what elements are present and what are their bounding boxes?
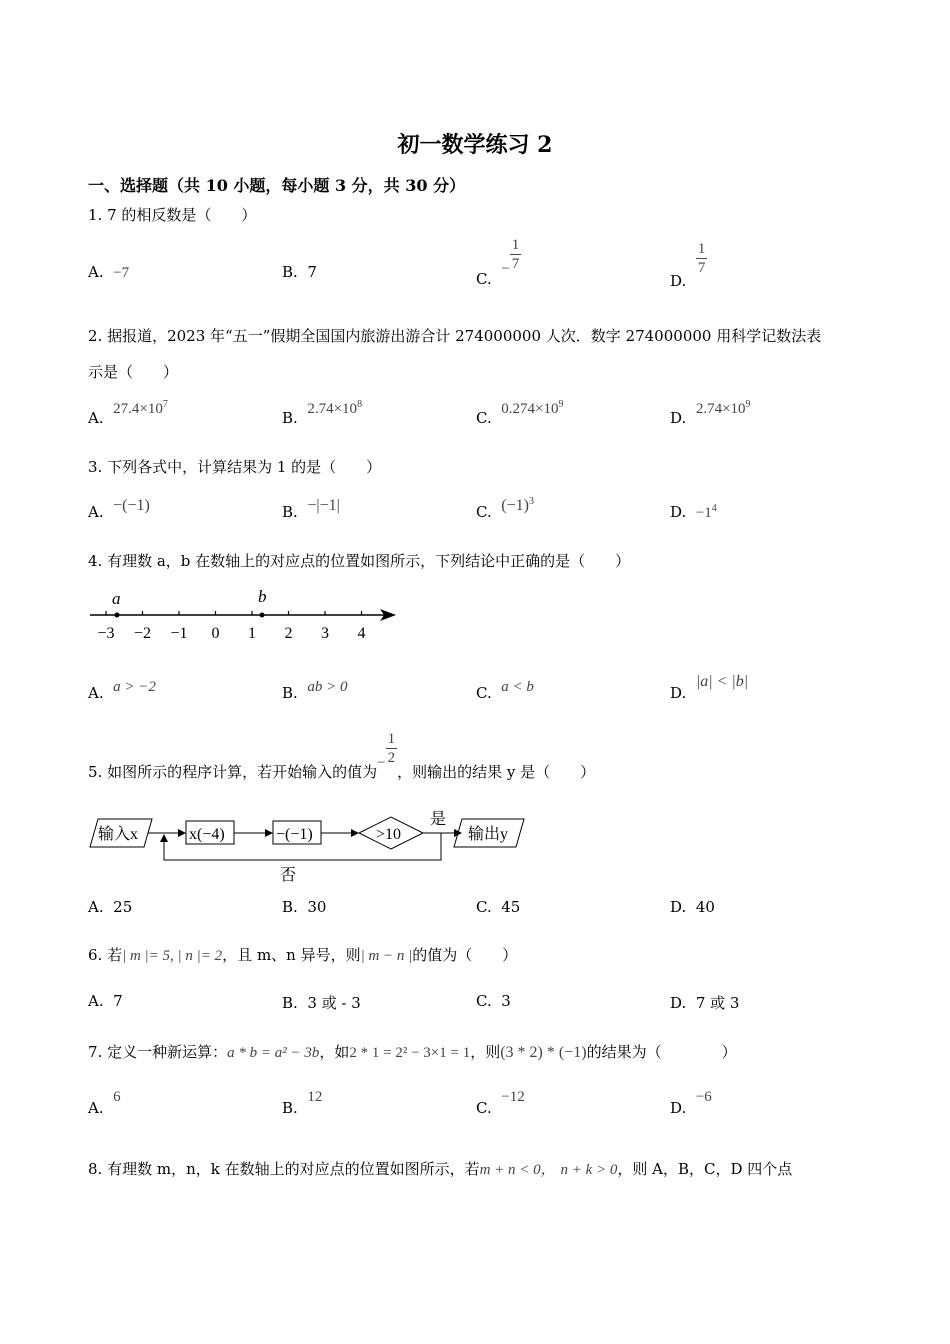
point-b-label: b <box>258 587 267 606</box>
axis-tick-label: −3 <box>97 625 115 642</box>
q4-option-b: B. ab > 0 <box>282 679 348 702</box>
number-line-figure <box>86 584 406 646</box>
flow-cond-label: >10 <box>376 826 402 843</box>
flow-step2-label: −(−1) <box>276 826 313 843</box>
q3-option-d: D. $-1^4$ <box>670 503 717 521</box>
axis-tick-label: 1 <box>248 625 256 642</box>
q7-option-a: A. 6 <box>88 1089 121 1117</box>
flow-input-label: 输入x <box>98 826 139 843</box>
q1-option-a: A. −7 <box>88 263 130 281</box>
q2-option-b: B. $2.74\times 10^8$ <box>282 399 363 427</box>
question-1-stem: 1. 7 的相反数是（ ） <box>88 206 257 224</box>
question-6-stem: 6. 若| m |= 5, | n |= 2，且 m、n 异号，则| m − n |的值为（ ） <box>88 946 518 964</box>
question-2-stem-line2: 示是（ ） <box>88 363 179 381</box>
flow-step1-label: x(−4) <box>189 826 225 843</box>
page-title: 初一数学练习 2 <box>397 132 553 158</box>
q4-option-c: C. a < b <box>476 679 534 702</box>
arrow-icon <box>178 829 186 837</box>
q4-option-d: D. |a| < |b| <box>670 673 749 702</box>
q1-option-b: B. 7 <box>282 263 317 281</box>
q3-option-b: B. −|−1| <box>282 497 340 521</box>
q2-option-d: D. $2.74\times 10^9$ <box>670 399 751 427</box>
q5-option-d: D. 40 <box>670 898 715 916</box>
q6-option-b: B. 3 或 - 3 <box>282 994 361 1012</box>
arrow-icon <box>160 834 168 842</box>
flow-no-label: 否 <box>280 867 297 884</box>
arrow-icon <box>351 829 359 837</box>
q6-option-c: C. 3 <box>476 992 511 1010</box>
q5-option-b: B. 30 <box>282 898 327 916</box>
axis-tick-label: 4 <box>357 625 366 642</box>
q6-option-d: D. 7 或 3 <box>670 994 740 1012</box>
axis-tick-label: 0 <box>211 625 220 642</box>
q1-option-c: C. − $\frac{1}{7}$ <box>476 237 520 288</box>
q2-option-a: A. $27.4\times 10^7$ <box>88 399 168 427</box>
question-3-stem: 3. 下列各式中，计算结果为 1 的是（ ） <box>88 458 382 476</box>
q3-option-a: A. −(−1) <box>88 497 150 521</box>
q7-option-d: D. −6 <box>670 1089 712 1117</box>
axis-tick-label: −2 <box>133 625 152 642</box>
question-7-stem: 7. 定义一种新运算：a * b = a² − 3b，如2 * 1 = 2² − 3×1 = 1，则(3 * 2) * (−1)的结果为（ ） <box>88 1043 737 1061</box>
program-flowchart <box>86 806 536 888</box>
question-5-stem: 5. 如图所示的程序计算，若开始输入的值为− $\frac{1}{2}$ ，则输出的结果 y 是（ ） <box>88 731 596 781</box>
flow-output-label: 输出y <box>468 826 509 843</box>
q7-option-b: B. 12 <box>282 1089 323 1117</box>
question-4-stem: 4. 有理数 a，b 在数轴上的对应点的位置如图所示，下列结论中正确的是（ ） <box>88 552 631 570</box>
q6-option-a: A. 7 <box>88 992 123 1010</box>
q4-option-a: A. a > −2 <box>88 679 156 702</box>
q7-option-c: C. −12 <box>476 1089 525 1117</box>
axis-tick-label: 3 <box>321 625 329 642</box>
q5-option-c: C. 45 <box>476 898 521 916</box>
axis-tick-label: −1 <box>170 625 188 642</box>
section-heading: 一、选择题（共 10 小题，每小题 3 分，共 30 分） <box>88 176 466 195</box>
q5-option-a: A. 25 <box>88 898 133 916</box>
arrow-icon <box>265 829 273 837</box>
question-2-stem-line1: 2. 据报道，2023 年“五一”假期全国国内旅游出游合计 274000000 人次．数字 274000000 用科学记数法表 <box>88 327 822 345</box>
axis-tick-label: 2 <box>284 625 293 642</box>
q2-option-c: C. $0.274\times 10^9$ <box>476 399 564 427</box>
q1-option-d: D. $\frac{1}{7}$ <box>670 241 706 290</box>
point-a-dot <box>115 613 120 618</box>
q3-option-c: C. $(-1)^3$ <box>476 496 534 521</box>
point-a-label: a <box>112 589 121 608</box>
point-b-dot <box>260 613 265 618</box>
question-8-stem: 8. 有理数 m，n，k 在数轴上的对应点的位置如图所示，若m + n < 0， n + k > 0，则 A，B，C，D 四个点 <box>88 1160 793 1178</box>
flow-yes-label: 是 <box>430 811 447 828</box>
